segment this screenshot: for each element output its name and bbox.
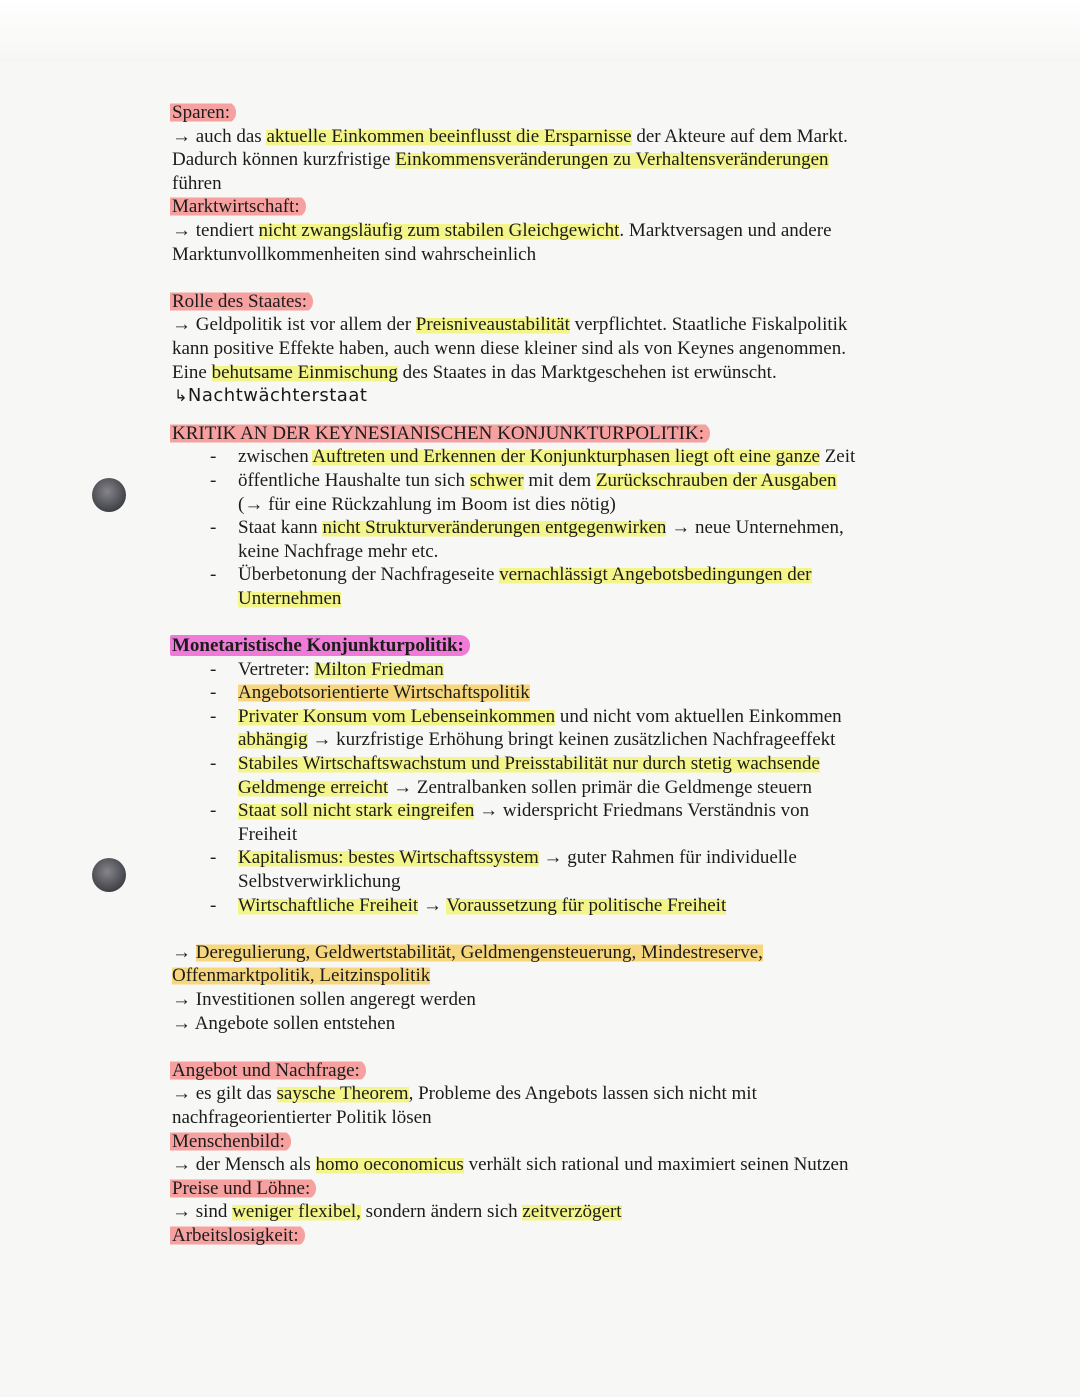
text-line: → Investitionen sollen angeregt werden (172, 988, 476, 1010)
text-line: Dadurch können kurzfristige Einkommensveränderungen zu Verhaltensveränderungen (172, 149, 829, 171)
list-item: - zwischen Auftreten und Erkennen der Konjunkturphasen liegt oft eine ganze Zeit (210, 446, 856, 468)
handwritten-note: ↳Nachtwächterstaat (174, 385, 368, 407)
text-line: Eine behutsame Einmischung des Staates in das Marktgeschehen ist erwünscht. (172, 361, 777, 383)
section-heading-preise: Preise und Löhne: (172, 1177, 932, 1201)
section-heading-marktwirtschaft: Marktwirtschaft: (172, 195, 932, 219)
text-line: kann positive Effekte haben, auch wenn diese kleiner sind als von Keynes angenommen. (172, 337, 846, 359)
list-item: - Angebotsorientierte Wirtschaftspolitik (210, 682, 530, 704)
list-item-continuation: Unternehmen (238, 587, 342, 609)
text-line: nachfrageorientierter Politik lösen (172, 1106, 432, 1128)
section-heading-arbeitslosigkeit: Arbeitslosigkeit: (172, 1224, 932, 1248)
notes-content (172, 101, 932, 1248)
list-item: - Stabiles Wirtschaftswachstum und Preisstabilität nur durch stetig wachsende (210, 753, 820, 775)
list-item: - Staat soll nicht stark eingreifen → widerspricht Friedmans Verständnis von (210, 800, 810, 822)
page-top-edge (0, 0, 1080, 62)
list-item-continuation: (→ für eine Rückzahlung im Boom ist dies nötig) (238, 493, 616, 515)
text-line: Marktunvollkommenheiten sind wahrscheinlich (172, 243, 537, 265)
punch-hole (92, 858, 126, 892)
list-item-continuation: Selbstverwirklichung (238, 871, 401, 892)
list-item-continuation: Freiheit (238, 823, 298, 845)
text-line: Offenmarktpolitik, Leitzinspolitik (172, 965, 431, 987)
list-item: - Überbetonung der Nachfrageseite vernachlässigt Angebotsbedingungen der (210, 564, 812, 586)
list-item: - öffentliche Haushalte tun sich schwer mit dem Zurückschrauben der Ausgaben (210, 469, 837, 491)
text-line: → Deregulierung, Geldwertstabilität, Geldmengensteuerung, Mindestreserve, (172, 941, 763, 963)
text-line: → es gilt das saysche Theorem, Probleme des Angebots lassen sich nicht mit (172, 1083, 757, 1105)
section-heading-sparen: Sparen: (172, 101, 932, 125)
punch-hole (92, 478, 126, 512)
text-line: → auch das aktuelle Einkommen beeinflusst die Ersparnisse der Akteure auf dem Markt. (172, 125, 848, 147)
list-item-continuation: keine Nachfrage mehr etc. (238, 540, 439, 562)
list-item: - Wirtschaftliche Freiheit → Voraussetzung für politische Freiheit (210, 894, 727, 916)
list-item: - Kapitalismus: bestes Wirtschaftssystem → guter Rahmen für individuelle (210, 847, 797, 869)
section-heading-kritik: KRITIK AN DER KEYNESIANISCHEN KONJUNKTURPOLITIK: (172, 422, 932, 446)
list-item-continuation: Geldmenge erreicht → Zentralbanken sollen primär die Geldmenge steuern (238, 776, 813, 798)
list-item-continuation: abhängig → kurzfristige Erhöhung bringt keinen zusätzlichen Nachfrageeffekt (238, 729, 836, 751)
list-item: - Vertreter: Milton Friedman (210, 658, 444, 680)
section-heading-monetarismus: Monetaristische Konjunkturpolitik: (172, 634, 932, 658)
section-heading-angebot: Angebot und Nachfrage: (172, 1059, 932, 1083)
list-item: - Staat kann nicht Strukturveränderungen entgegenwirken → neue Unternehmen, (210, 517, 844, 539)
text-line: → Angebote sollen entstehen (172, 1012, 396, 1034)
section-heading-rolle-des-staates: Rolle des Staates: (172, 290, 932, 314)
text-line: → tendiert nicht zwangsläufig zum stabilen Gleichgewicht. Marktversagen und andere (172, 219, 832, 241)
section-heading-menschenbild: Menschenbild: (172, 1130, 932, 1154)
list-item: - Privater Konsum vom Lebenseinkommen und nicht vom aktuellen Einkommen (210, 705, 842, 727)
text-line: → der Mensch als homo oeconomicus verhält sich rational und maximiert seinen Nutzen (172, 1154, 849, 1176)
text-line: führen (172, 172, 222, 194)
text-line: → Geldpolitik ist vor allem der Preisniveaustabilität verpflichtet. Staatliche Fiskalpolitik (172, 314, 848, 336)
text-line: → sind weniger flexibel, sondern ändern sich zeitverzögert (172, 1201, 622, 1223)
